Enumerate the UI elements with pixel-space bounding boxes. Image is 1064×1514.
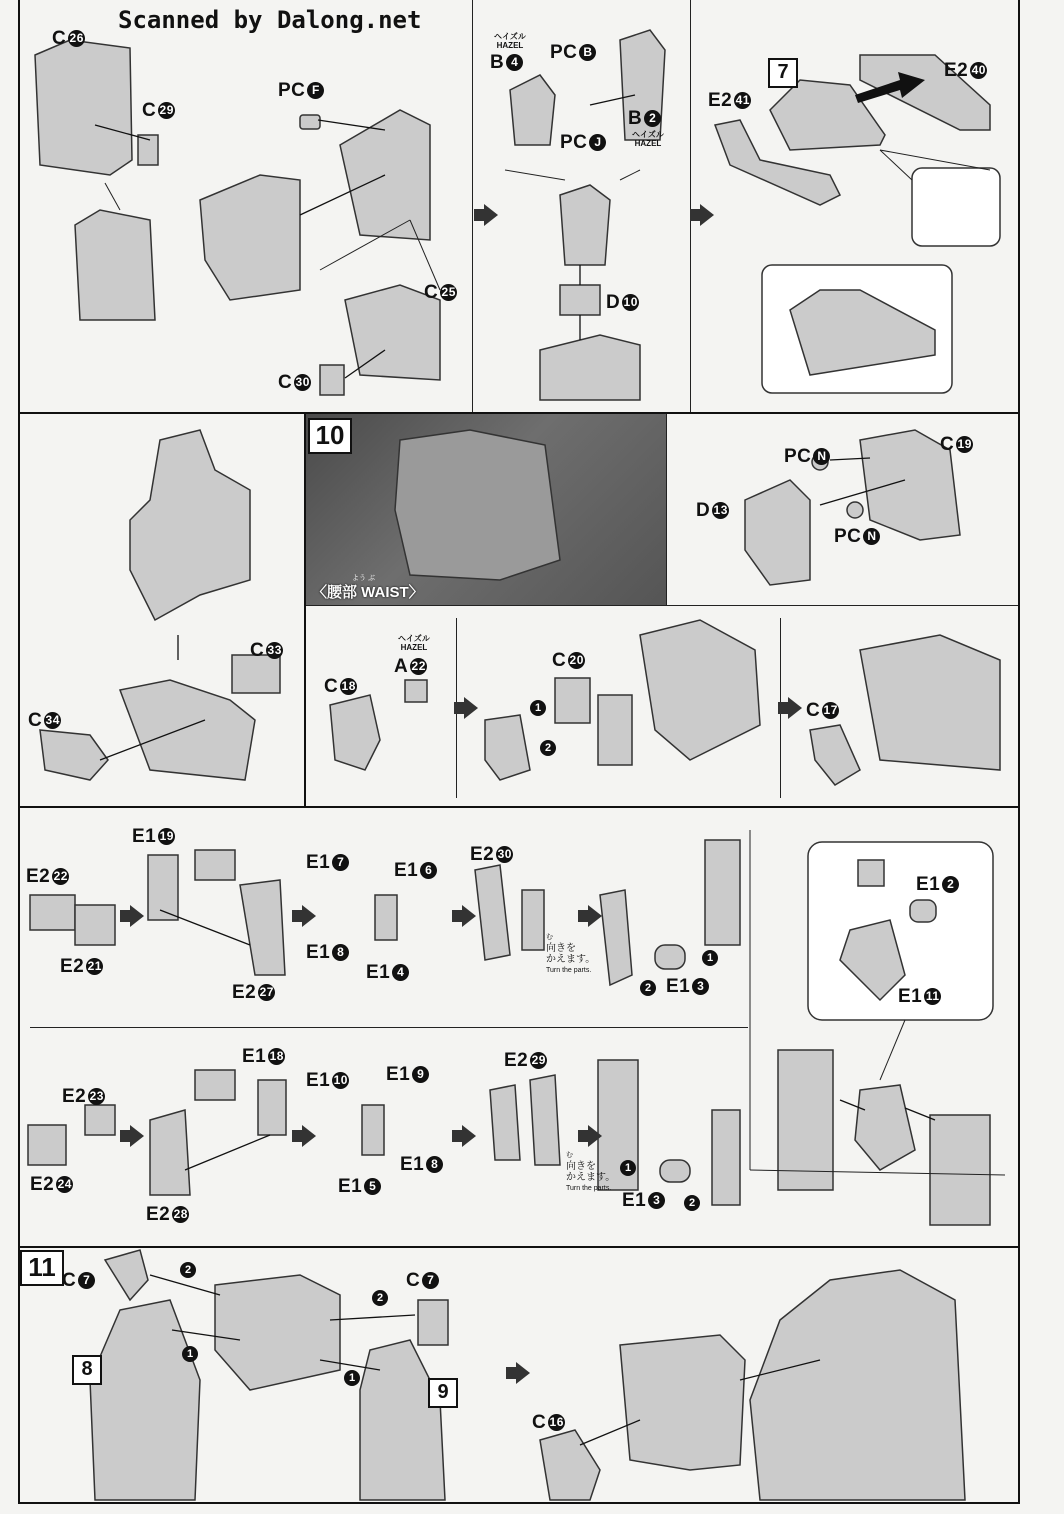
leg-assembly-9 [360, 1340, 445, 1500]
order-marker-1: 1 [530, 700, 546, 716]
step-number-10: 10 [308, 418, 352, 454]
part-label: E1 8 [306, 942, 349, 964]
leg-part-top [600, 890, 632, 985]
part-c7-left [105, 1250, 148, 1300]
part-label: E1 19 [132, 826, 174, 847]
part-label: E1 18 [242, 1046, 284, 1067]
part-e1-3-cap [655, 945, 685, 969]
part-label: PC F [278, 80, 324, 102]
detail-inset-1 [912, 168, 1000, 246]
torso-assembled [130, 430, 250, 620]
part-label: E2 40 [944, 60, 986, 81]
part-label: C 26 [52, 28, 84, 49]
part-label: E1 11 [898, 986, 940, 1007]
part-a22 [405, 680, 427, 702]
part-label: PC N [834, 526, 880, 548]
part-e1-2 [910, 900, 936, 922]
part-e1-5 [362, 1105, 384, 1155]
flow-arrow-10 [302, 1125, 316, 1147]
part-e1-4 [375, 895, 397, 940]
flow-arrow-1 [484, 204, 498, 226]
joint-assembled [560, 185, 610, 265]
part-label: E2 41 [708, 90, 750, 111]
leg-part-e2-29-b [490, 1085, 520, 1160]
flow-arrow-5 [130, 905, 144, 927]
lower-body-final [750, 1270, 965, 1500]
leg-part-tall [705, 840, 740, 945]
waist-core [640, 620, 760, 760]
order-marker-1: 1 [344, 1370, 360, 1386]
part-label: E2 21 [60, 956, 102, 977]
part-e2-28 [150, 1110, 190, 1195]
part-label: C 33 [250, 640, 282, 661]
part-label: C 25 [424, 282, 456, 303]
lower-body-rear [620, 1335, 745, 1470]
part-c7-right [418, 1300, 448, 1345]
knee-assembled [855, 1085, 915, 1170]
section-ruby: よう ぶ [352, 575, 375, 582]
leg-part-e2-30b [522, 890, 544, 950]
part-e2-23 [85, 1105, 115, 1135]
section-title: 〈腰部 WAIST〉 [312, 584, 424, 601]
part-e1-3-bottom [660, 1160, 690, 1182]
poly-cap-n-2 [847, 502, 863, 518]
part-c34 [40, 730, 108, 780]
part-label: C 19 [940, 434, 972, 455]
poly-cap-f [300, 115, 320, 129]
part-label: E1 8 [400, 1154, 443, 1176]
part-c17 [810, 725, 860, 785]
flow-arrow-8 [588, 905, 602, 927]
flow-arrow-13 [516, 1362, 530, 1384]
part-c18 [330, 695, 380, 770]
step-number-11: 11 [20, 1250, 64, 1286]
flow-arrow-4 [788, 697, 802, 719]
part-label: C 34 [28, 710, 60, 731]
leg-assembly-8 [90, 1300, 200, 1500]
flow-arrow-3 [464, 697, 478, 719]
hazel-note: ヘイズル HAZEL [398, 634, 430, 652]
part-label: PC J [560, 132, 606, 154]
flow-arrow-11 [462, 1125, 476, 1147]
waist-assembled [860, 635, 1000, 770]
part-label: C 16 [532, 1412, 564, 1433]
part-e1-18-b [195, 1070, 235, 1100]
flow-arrow-6 [302, 905, 316, 927]
part-label: C 20 [552, 650, 584, 671]
part-e2-29 [530, 1075, 560, 1165]
part-label: E1 3 [666, 976, 709, 998]
part-label: E1 10 [306, 1070, 348, 1091]
leg-assembled-a [778, 1050, 833, 1190]
part-e1-18 [258, 1080, 286, 1135]
flow-arrow-2 [700, 204, 714, 226]
part-label: E1 2 [916, 874, 959, 896]
part-label: C 18 [324, 676, 356, 697]
flow-arrow-12 [588, 1125, 602, 1147]
order-marker-2: 2 [372, 1290, 388, 1306]
order-marker-2: 2 [640, 980, 656, 996]
part-e1-19 [148, 855, 178, 920]
part-label: B 4 [490, 52, 523, 74]
part-label: E2 23 [62, 1086, 104, 1107]
step-number-7: 7 [768, 58, 798, 88]
joint-part-b4 [510, 75, 555, 145]
turn-parts-note-bottom: む 向きを かえます。 Turn the parts. [566, 1152, 616, 1192]
waist-block [215, 1275, 340, 1390]
order-marker-2: 2 [684, 1195, 700, 1211]
part-label: E1 3 [622, 1190, 665, 1212]
assembled-c18 [485, 715, 530, 780]
part-e2-24 [28, 1125, 66, 1165]
part-e1-2-detail [858, 860, 884, 886]
waist-armor-part [770, 80, 885, 150]
part-e2-22 [30, 895, 75, 930]
leg-part-right [712, 1110, 740, 1205]
part-e2-30 [475, 865, 510, 960]
hazel-note: ヘイズル HAZEL [494, 32, 526, 50]
order-marker-1: 1 [702, 950, 718, 966]
part-label: C 17 [806, 700, 838, 721]
part-label: E1 4 [366, 962, 409, 984]
shoulder-part-top [35, 40, 132, 175]
order-marker-2: 2 [180, 1262, 196, 1278]
part-e2-21 [75, 905, 115, 945]
part-label: E2 29 [504, 1050, 546, 1071]
waist-part-d13 [745, 480, 810, 585]
piston-part [598, 695, 632, 765]
part-label: E1 6 [394, 860, 437, 882]
turn-parts-note-top: む 向きを かえます。 Turn the parts. [546, 934, 596, 974]
part-label: C 7 [406, 1270, 439, 1292]
leg-assembled-b [930, 1115, 990, 1225]
part-label: C 30 [278, 372, 310, 393]
part-label: D 13 [696, 500, 728, 521]
part-c20 [555, 678, 590, 723]
part-d10 [560, 285, 600, 315]
part-label: E1 9 [386, 1064, 429, 1086]
hazel-note: ヘイズル HAZEL [632, 130, 664, 148]
waist-photo-subject [395, 430, 560, 580]
part-label: D 10 [606, 292, 638, 313]
part-label: E2 24 [30, 1174, 72, 1195]
sub-step-8: 8 [72, 1355, 102, 1385]
part-label: E1 7 [306, 852, 349, 874]
part-label: E2 30 [470, 844, 512, 865]
order-marker-2: 2 [540, 740, 556, 756]
part-label: PC N [784, 446, 830, 468]
part-label: A 22 [394, 656, 426, 677]
shoulder-part-assembled [75, 210, 155, 320]
sub-step-9: 9 [428, 1378, 458, 1408]
part-label: E2 27 [232, 982, 274, 1003]
part-label: E2 28 [146, 1204, 188, 1225]
part-label: E1 5 [338, 1176, 381, 1198]
torso-frame-part [200, 175, 300, 300]
part-label: C 7 [62, 1270, 95, 1292]
part-label: PC B [550, 42, 596, 64]
small-part-c30 [320, 365, 344, 395]
order-marker-1: 1 [182, 1346, 198, 1362]
part-label: C 29 [142, 100, 174, 121]
part-label: E2 22 [26, 866, 68, 887]
part-e2-27 [240, 880, 285, 975]
order-marker-1: 1 [620, 1160, 636, 1176]
flow-arrow-7 [462, 905, 476, 927]
part-e1-19-b [195, 850, 235, 880]
flow-arrow-9 [130, 1125, 144, 1147]
part-label: B 2 [628, 108, 661, 130]
scan-credit: Scanned by Dalong.net [118, 6, 422, 34]
joint-mounted [540, 335, 640, 400]
skirt-part-c33 [120, 680, 255, 780]
